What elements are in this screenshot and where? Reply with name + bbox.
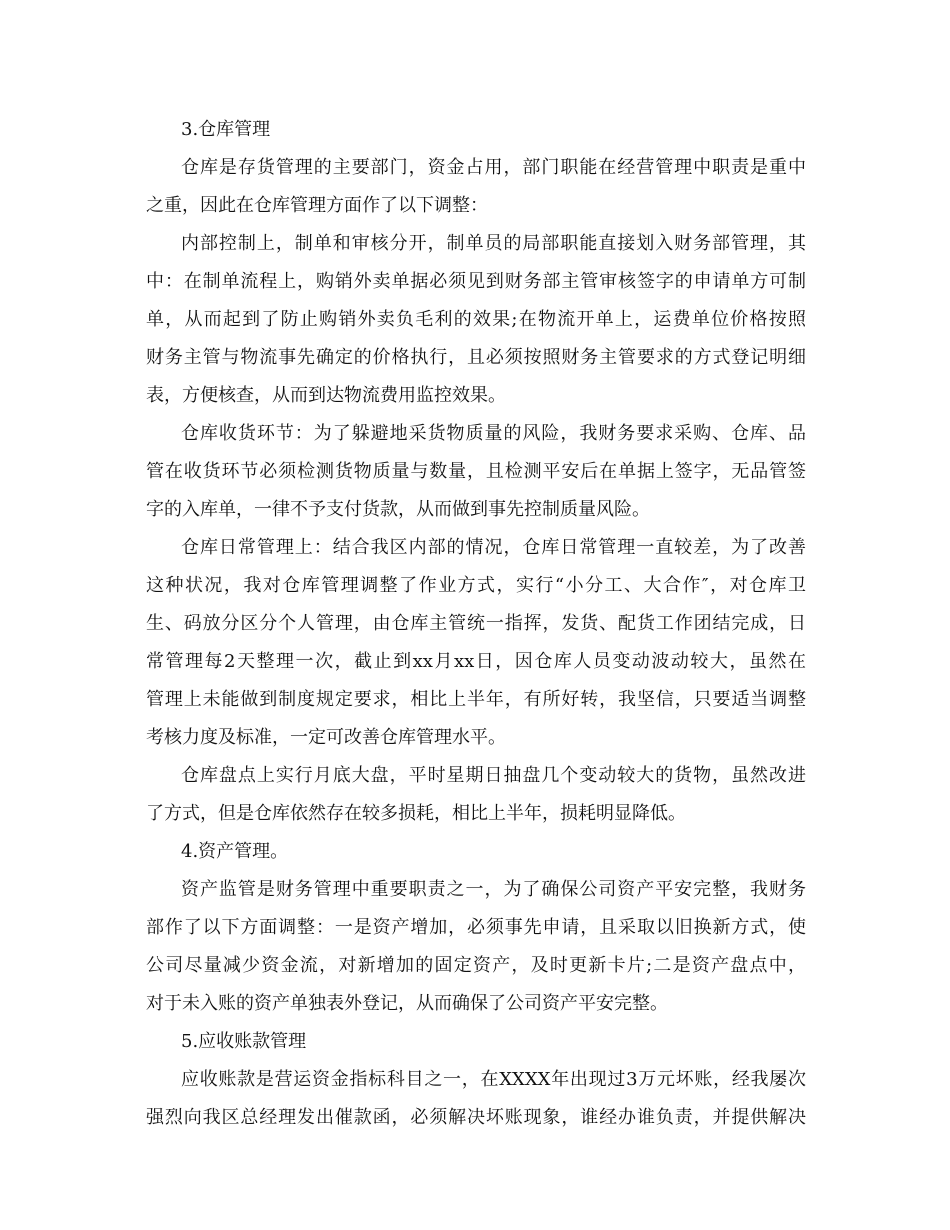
paragraph-line: 资产监管是财务管理中重要职责之一，为了确保公司资产平安完整，我财务 xyxy=(181,879,806,900)
paragraph-line: 管理上未能做到制度规定要求，相比上半年，有所好转，我坚信，只要适当调整 xyxy=(146,689,806,710)
heading-asset-management: 4.资产管理。 xyxy=(181,841,289,862)
paragraph-line: 对于未入账的资产单独表外登记，从而确保了公司资产平安完整。 xyxy=(146,993,668,1014)
heading-receivables-management: 5.应收账款管理 xyxy=(181,1031,307,1052)
paragraph-line: 表，方便核查，从而到达物流费用监控效果。 xyxy=(146,385,506,406)
paragraph-line: 内部控制上，制单和审核分开，制单员的局部职能直接划入财务部管理，其 xyxy=(181,233,806,254)
paragraph-line: 生、码放分区分个人管理，由仓库主管统一指挥，发货、配货工作团结完成，日 xyxy=(146,613,806,634)
paragraph-line: 部作了以下方面调整：一是资产增加，必须事先申请，且采取以旧换新方式，使 xyxy=(146,917,806,938)
paragraph-line: 强烈向我区总经理发出催款函，必须解决坏账现象，谁经办谁负责，并提供解决 xyxy=(146,1107,806,1128)
paragraph-line: 了方式，但是仓库依然存在较多损耗，相比上半年，损耗明显降低。 xyxy=(146,803,686,824)
paragraph-line: 应收账款是营运资金指标科目之一，在XXXX年出现过3万元坏账，经我屡次 xyxy=(181,1069,806,1090)
paragraph-line: 管在收货环节必须检测货物质量与数量，且检测平安后在单据上签字，无品管签 xyxy=(146,461,806,482)
paragraph-line: 字的入库单，一律不予支付货款，从而做到事先控制质量风险。 xyxy=(146,499,650,520)
paragraph-line: 常管理每2天整理一次，截止到xx月xx日，因仓库人员变动波动较大，虽然在 xyxy=(146,651,806,672)
paragraph-line: 之重，因此在仓库管理方面作了以下调整： xyxy=(146,195,488,216)
paragraph-line: 这种状况，我对仓库管理调整了作业方式，实行“小分工、大合作″，对仓库卫 xyxy=(146,575,806,596)
paragraph-line: 单，从而起到了防止购销外卖负毛利的效果;在物流开单上，运费单位价格按照 xyxy=(146,309,806,330)
paragraph-line: 仓库收货环节：为了躲避地采货物质量的风险，我财务要求采购、仓库、品 xyxy=(181,423,806,444)
paragraph-line: 考核力度及标准，一定可改善仓库管理水平。 xyxy=(146,727,506,748)
paragraph-line: 财务主管与物流事先确定的价格执行，且必须按照财务主管要求的方式登记明细 xyxy=(146,347,806,368)
paragraph-line: 仓库日常管理上：结合我区内部的情况，仓库日常管理一直较差，为了改善 xyxy=(181,537,806,558)
paragraph-line: 中：在制单流程上，购销外卖单据必须见到财务部主管审核签字的申请单方可制 xyxy=(146,271,806,292)
paragraph-line: 仓库是存货管理的主要部门，资金占用，部门职能在经营管理中职责是重中 xyxy=(181,157,806,178)
paragraph-line: 公司尽量减少资金流，对新增加的固定资产，及时更新卡片;二是资产盘点中， xyxy=(146,955,806,976)
paragraph-line: 仓库盘点上实行月底大盘，平时星期日抽盘几个变动较大的货物，虽然改进 xyxy=(181,765,806,786)
heading-warehouse-management: 3.仓库管理 xyxy=(181,119,271,140)
